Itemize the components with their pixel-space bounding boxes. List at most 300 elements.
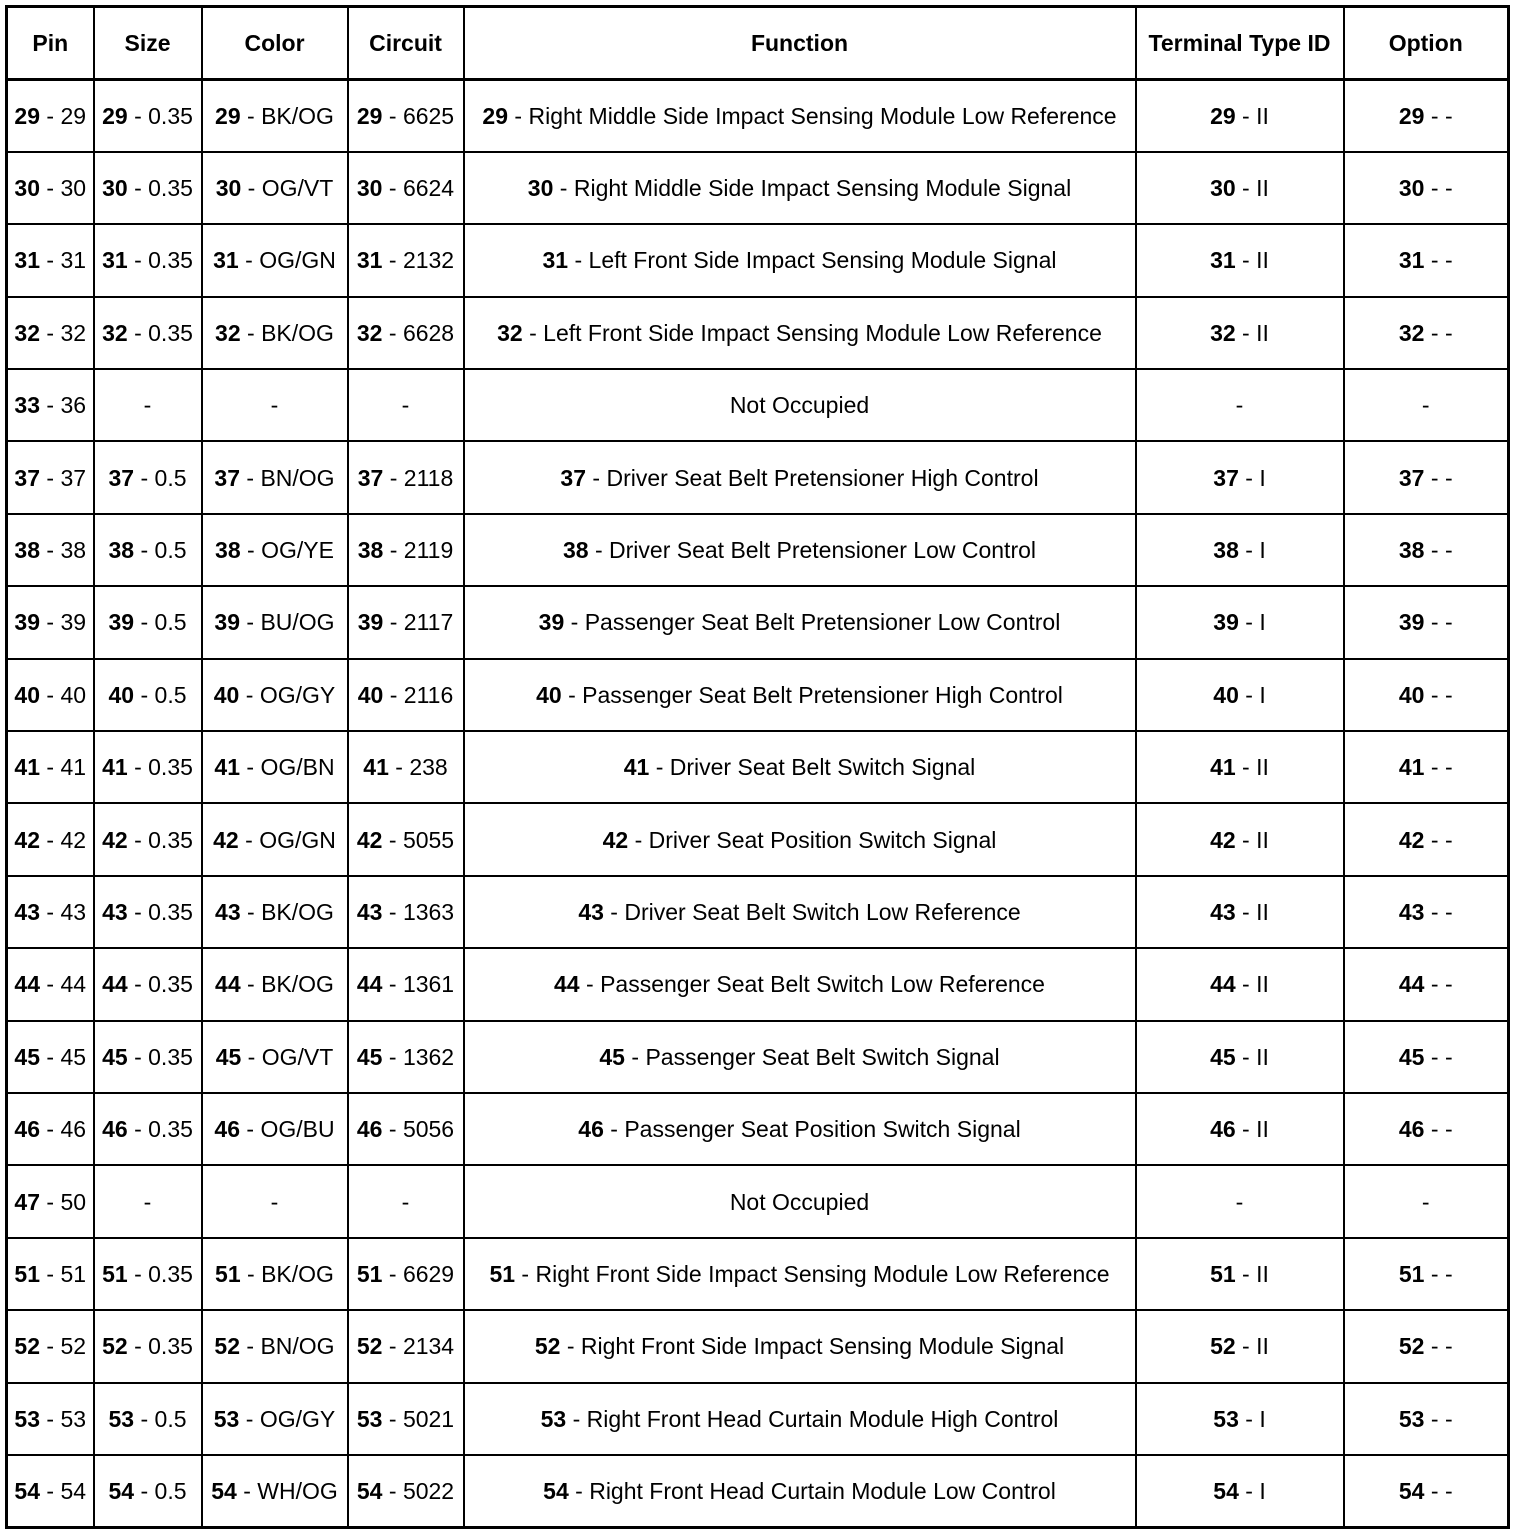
table-row: [7, 1310, 1509, 1382]
option-number: 53: [1398, 1405, 1425, 1432]
cell-terminal: [1136, 441, 1344, 513]
table-row: [7, 586, 1509, 658]
separator: -: [1235, 319, 1257, 346]
size-value: 0.5: [154, 464, 187, 491]
separator: -: [40, 1405, 61, 1432]
pin-value: 44: [60, 971, 87, 998]
separator: -: [560, 1333, 581, 1360]
cell-function: [464, 1238, 1136, 1310]
function-value: Left Front Side Impact Sensing Module Signal: [588, 247, 1057, 274]
cell-size: [94, 876, 202, 948]
separator: -: [382, 971, 403, 998]
color-number: 30: [215, 175, 242, 202]
function-number: 46: [578, 1116, 604, 1143]
terminal-number: 39: [1213, 609, 1239, 636]
circuit-number: 40: [357, 681, 384, 708]
separator: -: [1238, 1477, 1260, 1504]
circuit-value: 2116: [403, 681, 454, 708]
circuit-number: 32: [356, 319, 383, 346]
cell-color: [202, 152, 348, 224]
cell-pin: [7, 876, 94, 948]
cell-color: [202, 1021, 348, 1093]
terminal-value: I: [1259, 464, 1266, 491]
color-number: 46: [214, 1116, 240, 1143]
function-number: 41: [623, 754, 650, 781]
pin-number: 39: [14, 609, 41, 636]
color-number: 51: [215, 1260, 241, 1287]
circuit-value: 5022: [402, 1477, 455, 1504]
cell-terminal: [1136, 803, 1344, 875]
color-value: BN/OG: [260, 1333, 335, 1360]
size-number: 41: [102, 754, 128, 781]
circuit-number: 30: [356, 175, 383, 202]
terminal-value: II: [1256, 826, 1269, 853]
separator: -: [624, 1043, 646, 1070]
separator: -: [1235, 175, 1257, 202]
cell-terminal: [1136, 80, 1344, 152]
cell-color: [202, 224, 348, 296]
separator: -: [40, 247, 61, 274]
separator: -: [240, 898, 262, 925]
size-number: 53: [108, 1405, 135, 1432]
size-value: 0.35: [148, 1043, 193, 1070]
cell-pin: [7, 297, 94, 369]
size-number: 29: [102, 102, 128, 129]
pin-number: 32: [14, 319, 41, 346]
size-value: 0.35: [148, 319, 193, 346]
separator: -: [568, 1477, 590, 1504]
table-row: [7, 876, 1509, 948]
separator: -: [1424, 1260, 1445, 1287]
option-value: -: [1444, 1333, 1453, 1360]
circuit-number: 44: [356, 971, 383, 998]
cell-terminal: [1136, 876, 1344, 948]
separator: -: [1424, 175, 1445, 202]
separator: -: [134, 609, 155, 636]
separator: -: [134, 681, 155, 708]
pin-number: 29: [14, 102, 41, 129]
size-number: 54: [108, 1477, 135, 1504]
separator: -: [603, 1116, 625, 1143]
color-number: 43: [215, 898, 241, 925]
size-number: 40: [108, 681, 135, 708]
separator: -: [383, 537, 404, 564]
table-row: [7, 369, 1509, 441]
cell-option: [1344, 1383, 1509, 1455]
terminal-value: -: [1235, 392, 1244, 419]
color-value: OG/GN: [259, 247, 336, 274]
option-number: 44: [1398, 971, 1425, 998]
separator: -: [127, 1116, 149, 1143]
terminal-number: 52: [1210, 1333, 1236, 1360]
table-row: [7, 297, 1509, 369]
cell-terminal: [1136, 1021, 1344, 1093]
separator: -: [1235, 102, 1257, 129]
pin-value: 43: [60, 898, 87, 925]
separator: -: [236, 1477, 258, 1504]
separator: -: [1235, 1043, 1257, 1070]
connector-pin-table: [5, 5, 1510, 1529]
cell-pin: [7, 441, 94, 513]
cell-size: [94, 80, 202, 152]
separator: -: [40, 319, 61, 346]
function-number: 38: [562, 537, 589, 564]
option-value: -: [1444, 1477, 1453, 1504]
pin-number: 53: [14, 1405, 41, 1432]
separator: -: [382, 1405, 403, 1432]
separator: -: [1424, 971, 1445, 998]
cell-size: [94, 297, 202, 369]
cell-circuit: [348, 297, 464, 369]
option-number: 30: [1398, 175, 1425, 202]
cell-circuit: [348, 876, 464, 948]
cell-option: [1344, 1310, 1509, 1382]
color-number: 54: [211, 1477, 237, 1504]
cell-color: [202, 441, 348, 513]
cell-option: [1344, 152, 1509, 224]
color-value: OG/VT: [261, 1043, 334, 1070]
cell-option: [1344, 1021, 1509, 1093]
separator: -: [1238, 537, 1260, 564]
cell-size: [94, 514, 202, 586]
circuit-number: 31: [356, 247, 383, 274]
size-value: 0.35: [148, 102, 193, 129]
table-row: [7, 1165, 1509, 1237]
separator: -: [382, 319, 403, 346]
color-value: OG/VT: [261, 175, 334, 202]
circuit-value: 238: [409, 754, 448, 781]
option-number: 43: [1398, 898, 1425, 925]
size-value: 0.5: [154, 1405, 187, 1432]
function-value: Right Front Side Impact Sensing Module Signal: [580, 1333, 1065, 1360]
pin-value: 45: [60, 1043, 87, 1070]
separator: -: [40, 754, 61, 781]
option-number: 46: [1398, 1116, 1425, 1143]
separator: -: [40, 1188, 61, 1215]
cell-terminal: [1136, 948, 1344, 1020]
pin-number: 52: [14, 1333, 41, 1360]
terminal-value: II: [1256, 754, 1269, 781]
terminal-value: I: [1259, 681, 1266, 708]
cell-pin: [7, 1383, 94, 1455]
separator: -: [388, 754, 410, 781]
pin-number: 43: [14, 898, 41, 925]
header-size: Size: [94, 7, 202, 80]
size-value: 0.35: [148, 175, 193, 202]
cell-circuit: [348, 1383, 464, 1455]
color-number: 40: [213, 681, 240, 708]
separator: -: [382, 1043, 403, 1070]
option-value: -: [1444, 1116, 1453, 1143]
circuit-number: 43: [356, 898, 383, 925]
color-value: OG/BN: [260, 754, 335, 781]
separator: -: [238, 247, 260, 274]
cell-color: [202, 876, 348, 948]
option-number: 54: [1398, 1477, 1425, 1504]
color-value: BU/OG: [260, 609, 335, 636]
cell-size: [94, 224, 202, 296]
pin-number: 31: [14, 247, 41, 274]
color-value: OG/GY: [259, 681, 336, 708]
separator: -: [127, 102, 149, 129]
pin-value: 46: [60, 1116, 87, 1143]
separator: -: [40, 898, 61, 925]
function-number: 54: [543, 1477, 569, 1504]
cell-function: [464, 659, 1136, 731]
option-number: 41: [1398, 754, 1425, 781]
terminal-number: 41: [1210, 754, 1236, 781]
option-number: 38: [1398, 537, 1425, 564]
cell-function: [464, 1093, 1136, 1165]
option-number: 31: [1398, 247, 1425, 274]
color-value: BK/OG: [261, 1260, 334, 1287]
header-option: Option: [1344, 7, 1509, 80]
pin-value: 42: [60, 826, 87, 853]
terminal-value: I: [1259, 537, 1266, 564]
separator: -: [40, 681, 61, 708]
separator: -: [134, 1405, 155, 1432]
separator: -: [240, 1260, 262, 1287]
header-terminal-type-id: Terminal Type ID: [1136, 7, 1344, 80]
separator: -: [241, 175, 262, 202]
cell-circuit: [348, 948, 464, 1020]
separator: -: [239, 1405, 260, 1432]
color-number: 42: [213, 826, 239, 853]
separator: -: [1424, 102, 1445, 129]
separator: -: [382, 1260, 403, 1287]
cell-function: [464, 876, 1136, 948]
function-value: Driver Seat Belt Pretensioner Low Control: [609, 537, 1037, 564]
cell-terminal: [1136, 1165, 1344, 1237]
separator: -: [1235, 1333, 1257, 1360]
cell-function: [464, 803, 1136, 875]
circuit-value: 5056: [402, 1116, 455, 1143]
option-value: -: [1444, 609, 1453, 636]
cell-terminal: [1136, 1238, 1344, 1310]
separator: -: [127, 898, 149, 925]
circuit-number: 42: [356, 826, 383, 853]
cell-size: [94, 1021, 202, 1093]
color-number: 53: [213, 1405, 240, 1432]
cell-function: [464, 80, 1136, 152]
terminal-number: 38: [1213, 537, 1239, 564]
cell-circuit: [348, 152, 464, 224]
terminal-value: II: [1256, 247, 1269, 274]
separator: -: [382, 1477, 403, 1504]
terminal-number: 30: [1210, 175, 1236, 202]
circuit-number: 41: [363, 754, 389, 781]
table-row: [7, 1021, 1509, 1093]
separator: -: [382, 102, 403, 129]
terminal-number: 44: [1210, 971, 1236, 998]
size-value: 0.35: [148, 1260, 193, 1287]
cell-circuit: [348, 224, 464, 296]
table-row: [7, 731, 1509, 803]
table-row: [7, 1238, 1509, 1310]
cell-function: [464, 731, 1136, 803]
cell-circuit: [348, 1021, 464, 1093]
separator: -: [239, 681, 260, 708]
separator: -: [40, 175, 61, 202]
cell-terminal: [1136, 514, 1344, 586]
option-number: 51: [1398, 1260, 1425, 1287]
terminal-number: 43: [1210, 898, 1236, 925]
size-value: 0.5: [154, 609, 187, 636]
separator: -: [628, 826, 649, 853]
cell-circuit: [348, 1165, 464, 1237]
circuit-value: 6628: [402, 319, 455, 346]
cell-option: [1344, 1455, 1509, 1527]
pin-number: 47: [14, 1188, 41, 1215]
cell-circuit: [348, 1310, 464, 1382]
color-value: BK/OG: [261, 971, 334, 998]
option-value: -: [1444, 319, 1453, 346]
cell-color: [202, 586, 348, 658]
pin-value: 30: [60, 175, 87, 202]
separator: -: [240, 754, 261, 781]
option-number: 40: [1398, 681, 1425, 708]
size-number: 46: [102, 1116, 128, 1143]
color-number: 31: [213, 247, 239, 274]
size-number: 52: [102, 1333, 128, 1360]
circuit-number: 38: [357, 537, 384, 564]
separator: -: [1235, 1260, 1257, 1287]
cell-terminal: [1136, 297, 1344, 369]
pin-number: 46: [14, 1116, 41, 1143]
cell-size: [94, 803, 202, 875]
terminal-value: II: [1256, 1043, 1269, 1070]
separator: -: [127, 319, 149, 346]
size-value: 0.5: [154, 537, 187, 564]
cell-color: [202, 514, 348, 586]
terminal-value: I: [1259, 609, 1266, 636]
cell-size: [94, 586, 202, 658]
circuit-value: 1361: [402, 971, 455, 998]
function-number: 37: [560, 464, 587, 491]
separator: -: [1424, 319, 1445, 346]
terminal-value: I: [1259, 1405, 1266, 1432]
option-value: -: [1421, 392, 1430, 419]
separator: -: [1424, 1405, 1445, 1432]
separator: -: [240, 464, 261, 491]
circuit-number: 29: [356, 102, 383, 129]
cell-circuit: [348, 1455, 464, 1527]
separator: -: [1238, 464, 1260, 491]
function-value: Right Middle Side Impact Sensing Module Low Reference: [528, 102, 1117, 129]
function-value: Not Occupied: [729, 392, 870, 419]
separator: -: [40, 971, 61, 998]
separator: -: [1235, 247, 1257, 274]
terminal-number: 40: [1213, 681, 1239, 708]
table-row: [7, 152, 1509, 224]
pin-number: 33: [14, 392, 41, 419]
size-value: 0.5: [154, 681, 187, 708]
pin-value: 38: [60, 537, 87, 564]
cell-size: [94, 369, 202, 441]
function-value: Passenger Seat Belt Pretensioner High Control: [582, 681, 1063, 708]
circuit-value: 2119: [403, 537, 454, 564]
separator: -: [561, 681, 583, 708]
separator: -: [40, 826, 61, 853]
cell-circuit: [348, 1093, 464, 1165]
cell-size: [94, 1093, 202, 1165]
separator: -: [127, 826, 149, 853]
color-value: OG/GN: [259, 826, 336, 853]
cell-circuit: [348, 80, 464, 152]
cell-function: [464, 1455, 1136, 1527]
cell-function: [464, 1383, 1136, 1455]
function-number: 31: [542, 247, 569, 274]
option-number: 42: [1398, 826, 1425, 853]
cell-size: [94, 441, 202, 513]
function-number: 44: [554, 971, 580, 998]
circuit-value: -: [401, 392, 410, 419]
separator: -: [1238, 609, 1260, 636]
separator: -: [1424, 1333, 1445, 1360]
color-number: 32: [215, 319, 241, 346]
pin-value: 51: [60, 1260, 87, 1287]
function-value: Right Front Side Impact Sensing Module Low Reference: [535, 1260, 1110, 1287]
cell-circuit: [348, 441, 464, 513]
option-value: -: [1444, 464, 1453, 491]
cell-option: [1344, 1165, 1509, 1237]
cell-color: [202, 1165, 348, 1237]
function-number: 32: [497, 319, 523, 346]
option-number: 32: [1398, 319, 1425, 346]
cell-circuit: [348, 803, 464, 875]
separator: -: [383, 609, 404, 636]
color-number: 45: [215, 1043, 242, 1070]
pin-value: 40: [60, 681, 87, 708]
separator: -: [240, 1116, 261, 1143]
table-row: [7, 803, 1509, 875]
option-value: -: [1444, 102, 1453, 129]
option-value: -: [1444, 175, 1453, 202]
terminal-number: 37: [1213, 464, 1239, 491]
circuit-value: 6629: [402, 1260, 455, 1287]
separator: -: [382, 826, 403, 853]
cell-terminal: [1136, 586, 1344, 658]
size-value: 0.35: [148, 826, 193, 853]
cell-terminal: [1136, 1310, 1344, 1382]
separator: -: [240, 319, 262, 346]
option-value: -: [1444, 1043, 1453, 1070]
table-row: [7, 224, 1509, 296]
option-number: 45: [1398, 1043, 1425, 1070]
cell-terminal: [1136, 731, 1344, 803]
cell-pin: [7, 1093, 94, 1165]
separator: -: [40, 1260, 61, 1287]
size-number: 31: [102, 247, 128, 274]
separator: -: [1424, 826, 1445, 853]
circuit-value: 2118: [403, 464, 454, 491]
pin-value: 37: [60, 464, 87, 491]
pin-value: 29: [60, 102, 87, 129]
cell-function: [464, 1310, 1136, 1382]
circuit-number: 52: [356, 1333, 383, 1360]
color-value: BK/OG: [261, 319, 334, 346]
pin-number: 38: [14, 537, 41, 564]
cell-option: [1344, 441, 1509, 513]
function-number: 52: [534, 1333, 561, 1360]
separator: -: [1235, 898, 1257, 925]
cell-pin: [7, 1238, 94, 1310]
separator: -: [127, 1043, 149, 1070]
terminal-value: II: [1256, 898, 1269, 925]
separator: -: [603, 898, 625, 925]
terminal-value: I: [1259, 1477, 1266, 1504]
color-number: 44: [215, 971, 241, 998]
